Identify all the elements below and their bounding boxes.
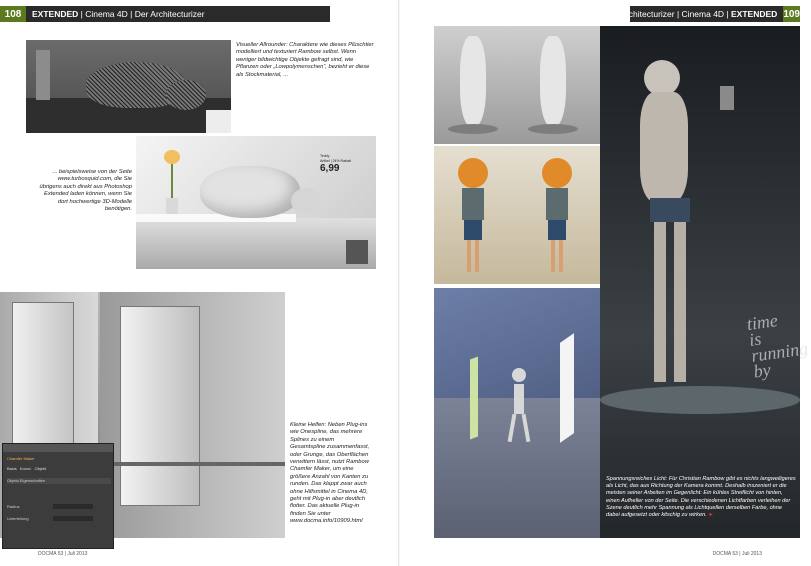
lighting-caption	[606, 476, 796, 519]
watermark-line3: by	[752, 359, 772, 382]
ui-row-unterteilung: Unterteilung	[7, 516, 29, 521]
right-page-header	[604, 6, 800, 22]
left-header-topic: Cinema 4D	[85, 9, 128, 19]
watermark-text	[745, 308, 811, 382]
left-header-section: EXTENDED	[32, 9, 79, 19]
price-tag-value: 6,99	[320, 163, 340, 174]
left-header-text	[26, 9, 211, 19]
left-header-article: Der Architecturizer	[134, 9, 205, 19]
ui-panel-title: Chamfer Maker	[7, 456, 35, 461]
ui-tab-basis[interactable]: Basis	[7, 466, 17, 471]
left-page-number: 108	[0, 6, 26, 22]
right-header-text	[599, 9, 784, 19]
price-tag	[320, 154, 372, 174]
pumpkin-character-image	[434, 146, 600, 284]
standing-man-render-image	[600, 26, 810, 538]
text-block-turbosquid: ... beispielsweise von der Seite www.turbosquid.com, die Sie übrigens auch direkt aus Photoshop Extended laden können, wenn Sie dort hochwertige 3D-Modelle benötigen.	[39, 169, 132, 213]
watermark-line1: time	[745, 309, 780, 335]
right-header-sep2: |	[724, 9, 732, 19]
right-page-number: 109	[783, 6, 800, 22]
chamfer-maker-panel	[2, 443, 114, 549]
ui-tab-koord[interactable]: Koord.	[19, 466, 32, 471]
shop-bear-image	[136, 136, 376, 269]
left-page	[0, 0, 400, 566]
left-footer: DOCMA 53 | Juli 2013	[38, 551, 88, 557]
wireframe-bear-image	[26, 40, 231, 133]
text-block-plugins: Kleine Helfen: Neben Plug-ins wie Onespline, das mehrere Splines zu einem Gesamtspline zusammenfasst, oder Grunge, das Oberflächen verwittern lässt, nutzt Rambow Chamfer Maker, um eine größere Anzahl von Kanten zu runden. Das klappt zwar auch ohne Hilfsmittel in Cinema 4D, geht mit Plug-in aber deutlich flotter. Das aktuelle Plug-in finden Sie unter www.docma.info/10909.html	[290, 422, 370, 525]
right-header-sep1: |	[674, 9, 682, 19]
right-footer: DOCMA 53 | Juli 2013	[712, 551, 762, 557]
ui-row-eigenschaften: Objekt-Eigenschaften	[7, 478, 111, 484]
left-header-sep2: |	[127, 9, 135, 19]
continue-arrow-icon: ►	[708, 512, 714, 519]
price-tag-name: Teddy	[320, 154, 330, 158]
price-tag-detail: Artikel | 24% Rabatt	[320, 158, 351, 163]
ui-tab-objekt[interactable]: Objekt	[34, 466, 47, 471]
right-header-section: EXTENDED	[731, 9, 778, 19]
left-header-sep1: |	[78, 9, 86, 19]
right-header-topic: Cinema 4D	[681, 9, 725, 19]
right-header-article: Der Architecturizer	[604, 9, 675, 19]
mannequin-scene-image	[434, 288, 600, 538]
creature-render-image	[434, 26, 600, 144]
text-block-allrounder: Visueller Allrounder: Charaktere wie dieses Plüschtier modelliert und texturiert Rambow selbst. Wenn weniger bildwichtige Objekte gefragt sind, wie Pflanzen oder „Lowpolymenschen“, bezieht er diese als Stockmaterial, ...	[236, 42, 374, 78]
left-page-header	[0, 6, 330, 22]
right-page	[400, 0, 810, 566]
lighting-caption-text: Spannungsreiches Licht: Für Christian Rambow gibt es nichts langweiligeres als Licht, das aus Richtung der Kamera kommt. Deshalb inszeniert er die meisten seiner Arbeiten im Gegenlicht: Ein kühles Streiflicht von hinten, einen Aufheller von der Seite. Die verschiedenen Lichtfarben verleihen der Szene deutlich mehr Spannung als Lichtquellen derselben Farbe, ohne dabei aufgesetzt oder kitschig zu wirken.	[606, 476, 796, 519]
watermark-line2: is running	[747, 328, 810, 366]
ui-row-radius: Radius	[7, 504, 20, 509]
